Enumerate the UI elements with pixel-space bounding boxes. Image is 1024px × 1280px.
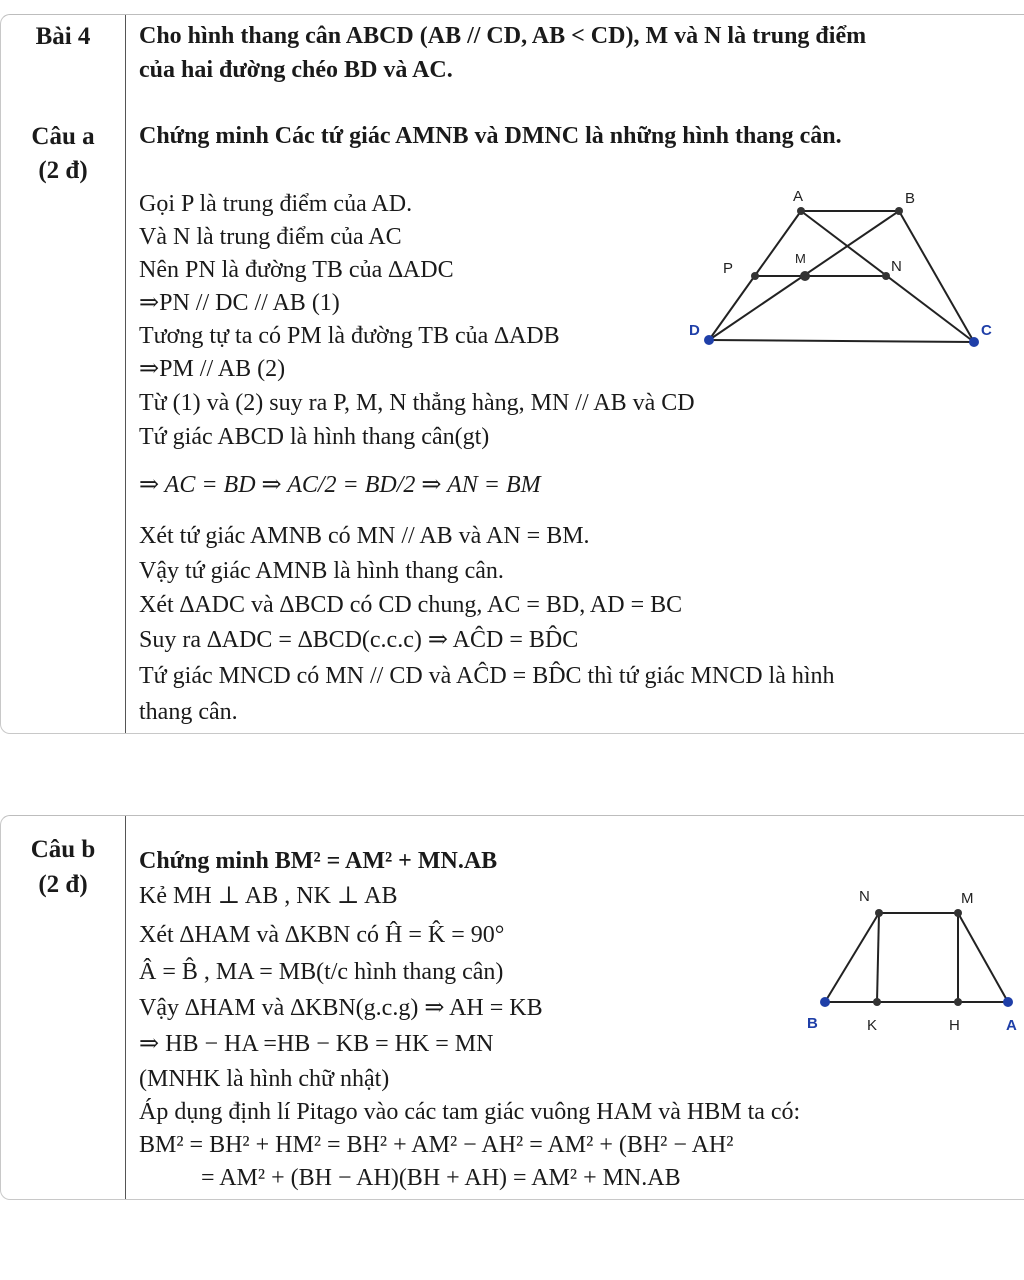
label-n: N bbox=[891, 258, 902, 275]
solution-line: Từ (1) và (2) suy ra P, M, N thẳng hàng, MN // AB và CD bbox=[139, 390, 695, 416]
segment-ma bbox=[958, 913, 1008, 1002]
solution-line: = AM² + (BH − AH)(BH + AH) = AM² + MN.AB bbox=[201, 1165, 681, 1191]
label-k: K bbox=[867, 1017, 878, 1034]
point-b bbox=[895, 207, 903, 215]
label-a: A bbox=[1006, 1017, 1017, 1034]
question-a-label: Câu a bbox=[31, 123, 95, 150]
point-a bbox=[1003, 997, 1013, 1007]
segment-bn bbox=[825, 913, 879, 1002]
solution-line: ⇒ AC = BD ⇒ AC/2 = BD/2 ⇒ AN = BM bbox=[139, 472, 541, 498]
solution-line: Vậy ∆HAM và ∆KBN(g.c.g) ⇒ AH = KB bbox=[139, 995, 543, 1021]
label-b: B bbox=[905, 190, 916, 207]
problem-text-2: của hai đường chéo BD và AC. bbox=[139, 57, 453, 83]
point-b bbox=[820, 997, 830, 1007]
solution-line: Vậy tứ giác AMNB là hình thang cân. bbox=[139, 558, 504, 584]
column-divider bbox=[125, 816, 126, 1199]
right-trapezoid-figure bbox=[801, 876, 1021, 1056]
solution-line: ⇒ HB − HA =HB − KB = HK = MN bbox=[139, 1031, 494, 1057]
solution-line: Nên PN là đường TB của ∆ADC bbox=[139, 257, 454, 283]
solution-line: Tương tự ta có PM là đường TB của ∆ADB bbox=[139, 323, 560, 349]
point-m bbox=[800, 271, 810, 281]
label-m: M bbox=[961, 890, 974, 907]
point-m bbox=[954, 909, 962, 917]
point-p bbox=[751, 272, 759, 280]
question-b-label: Câu b bbox=[30, 836, 96, 863]
solution-line: Xét tứ giác AMNB có MN // AB và AN = BM. bbox=[139, 523, 590, 549]
point-n bbox=[875, 909, 883, 917]
question-b-text: Chứng minh BM² = AM² + MN.AB bbox=[139, 848, 498, 874]
solution-panel-part-b bbox=[0, 815, 1024, 1200]
label-n: N bbox=[859, 888, 870, 905]
solution-line: (MNHK là hình chữ nhật) bbox=[139, 1066, 390, 1092]
trapezoid-figure bbox=[681, 185, 1011, 375]
solution-line: thang cân. bbox=[139, 699, 238, 725]
segment-nk bbox=[877, 913, 879, 1002]
point-a bbox=[797, 207, 805, 215]
solution-line: BM² = BH² + HM² = BH² + AM² − AH² = AM² + (BH² − AH² bbox=[139, 1132, 734, 1158]
point-d bbox=[704, 335, 714, 345]
point-n bbox=[882, 272, 890, 280]
solution-line: Tứ giác ABCD là hình thang cân(gt) bbox=[139, 424, 490, 450]
point-h bbox=[954, 998, 962, 1006]
problem-text: Cho hình thang cân ABCD (AB // CD, AB < CD), M và N là trung điểm bbox=[139, 23, 867, 49]
solution-line: Suy ra ∆ADC = ∆BCD(c.c.c) ⇒ AĈD = BD̂C bbox=[139, 627, 579, 653]
segment-bc bbox=[899, 211, 974, 342]
label-d: D bbox=[689, 322, 700, 339]
label-p: P bbox=[723, 260, 734, 277]
question-a-points: (2 đ) bbox=[38, 157, 88, 184]
solution-line: Xét ∆HAM và ∆KBN có Ĥ = K̂ = 90° bbox=[139, 922, 505, 948]
solution-panel-part-a bbox=[0, 14, 1024, 734]
label-a: A bbox=[793, 188, 804, 205]
solution-line: ⇒PN // DC // AB (1) bbox=[139, 290, 340, 316]
solution-line: Kẻ MH ⊥ AB , NK ⊥ AB bbox=[139, 883, 398, 909]
point-c bbox=[969, 337, 979, 347]
solution-line: Gọi P là trung điểm của AD. bbox=[139, 191, 413, 217]
question-a-text: Chứng minh Các tứ giác AMNB và DMNC là những hình thang cân. bbox=[139, 123, 842, 149]
label-b: B bbox=[807, 1015, 818, 1032]
label-m: M bbox=[795, 251, 806, 266]
solution-line: Â = B̂ , MA = MB(t/c hình thang cân) bbox=[139, 959, 504, 985]
solution-line: ⇒PM // AB (2) bbox=[139, 356, 286, 382]
label-h: H bbox=[949, 1017, 960, 1034]
question-b-points: (2 đ) bbox=[38, 871, 88, 898]
solution-line: Và N là trung điểm của AC bbox=[139, 224, 402, 250]
solution-line: Xét ∆ADC và ∆BCD có CD chung, AC = BD, AD = BC bbox=[139, 592, 683, 618]
problem-label: Bài 4 bbox=[35, 23, 91, 50]
column-divider bbox=[125, 15, 126, 733]
segment-dc bbox=[709, 340, 974, 342]
solution-line: Tứ giác MNCD có MN // CD và AĈD = BD̂C thì tứ giác MNCD là hình bbox=[139, 663, 835, 689]
label-c: C bbox=[981, 322, 992, 339]
point-k bbox=[873, 998, 881, 1006]
solution-line: Áp dụng định lí Pitago vào các tam giác vuông HAM và HBM ta có: bbox=[139, 1099, 801, 1125]
